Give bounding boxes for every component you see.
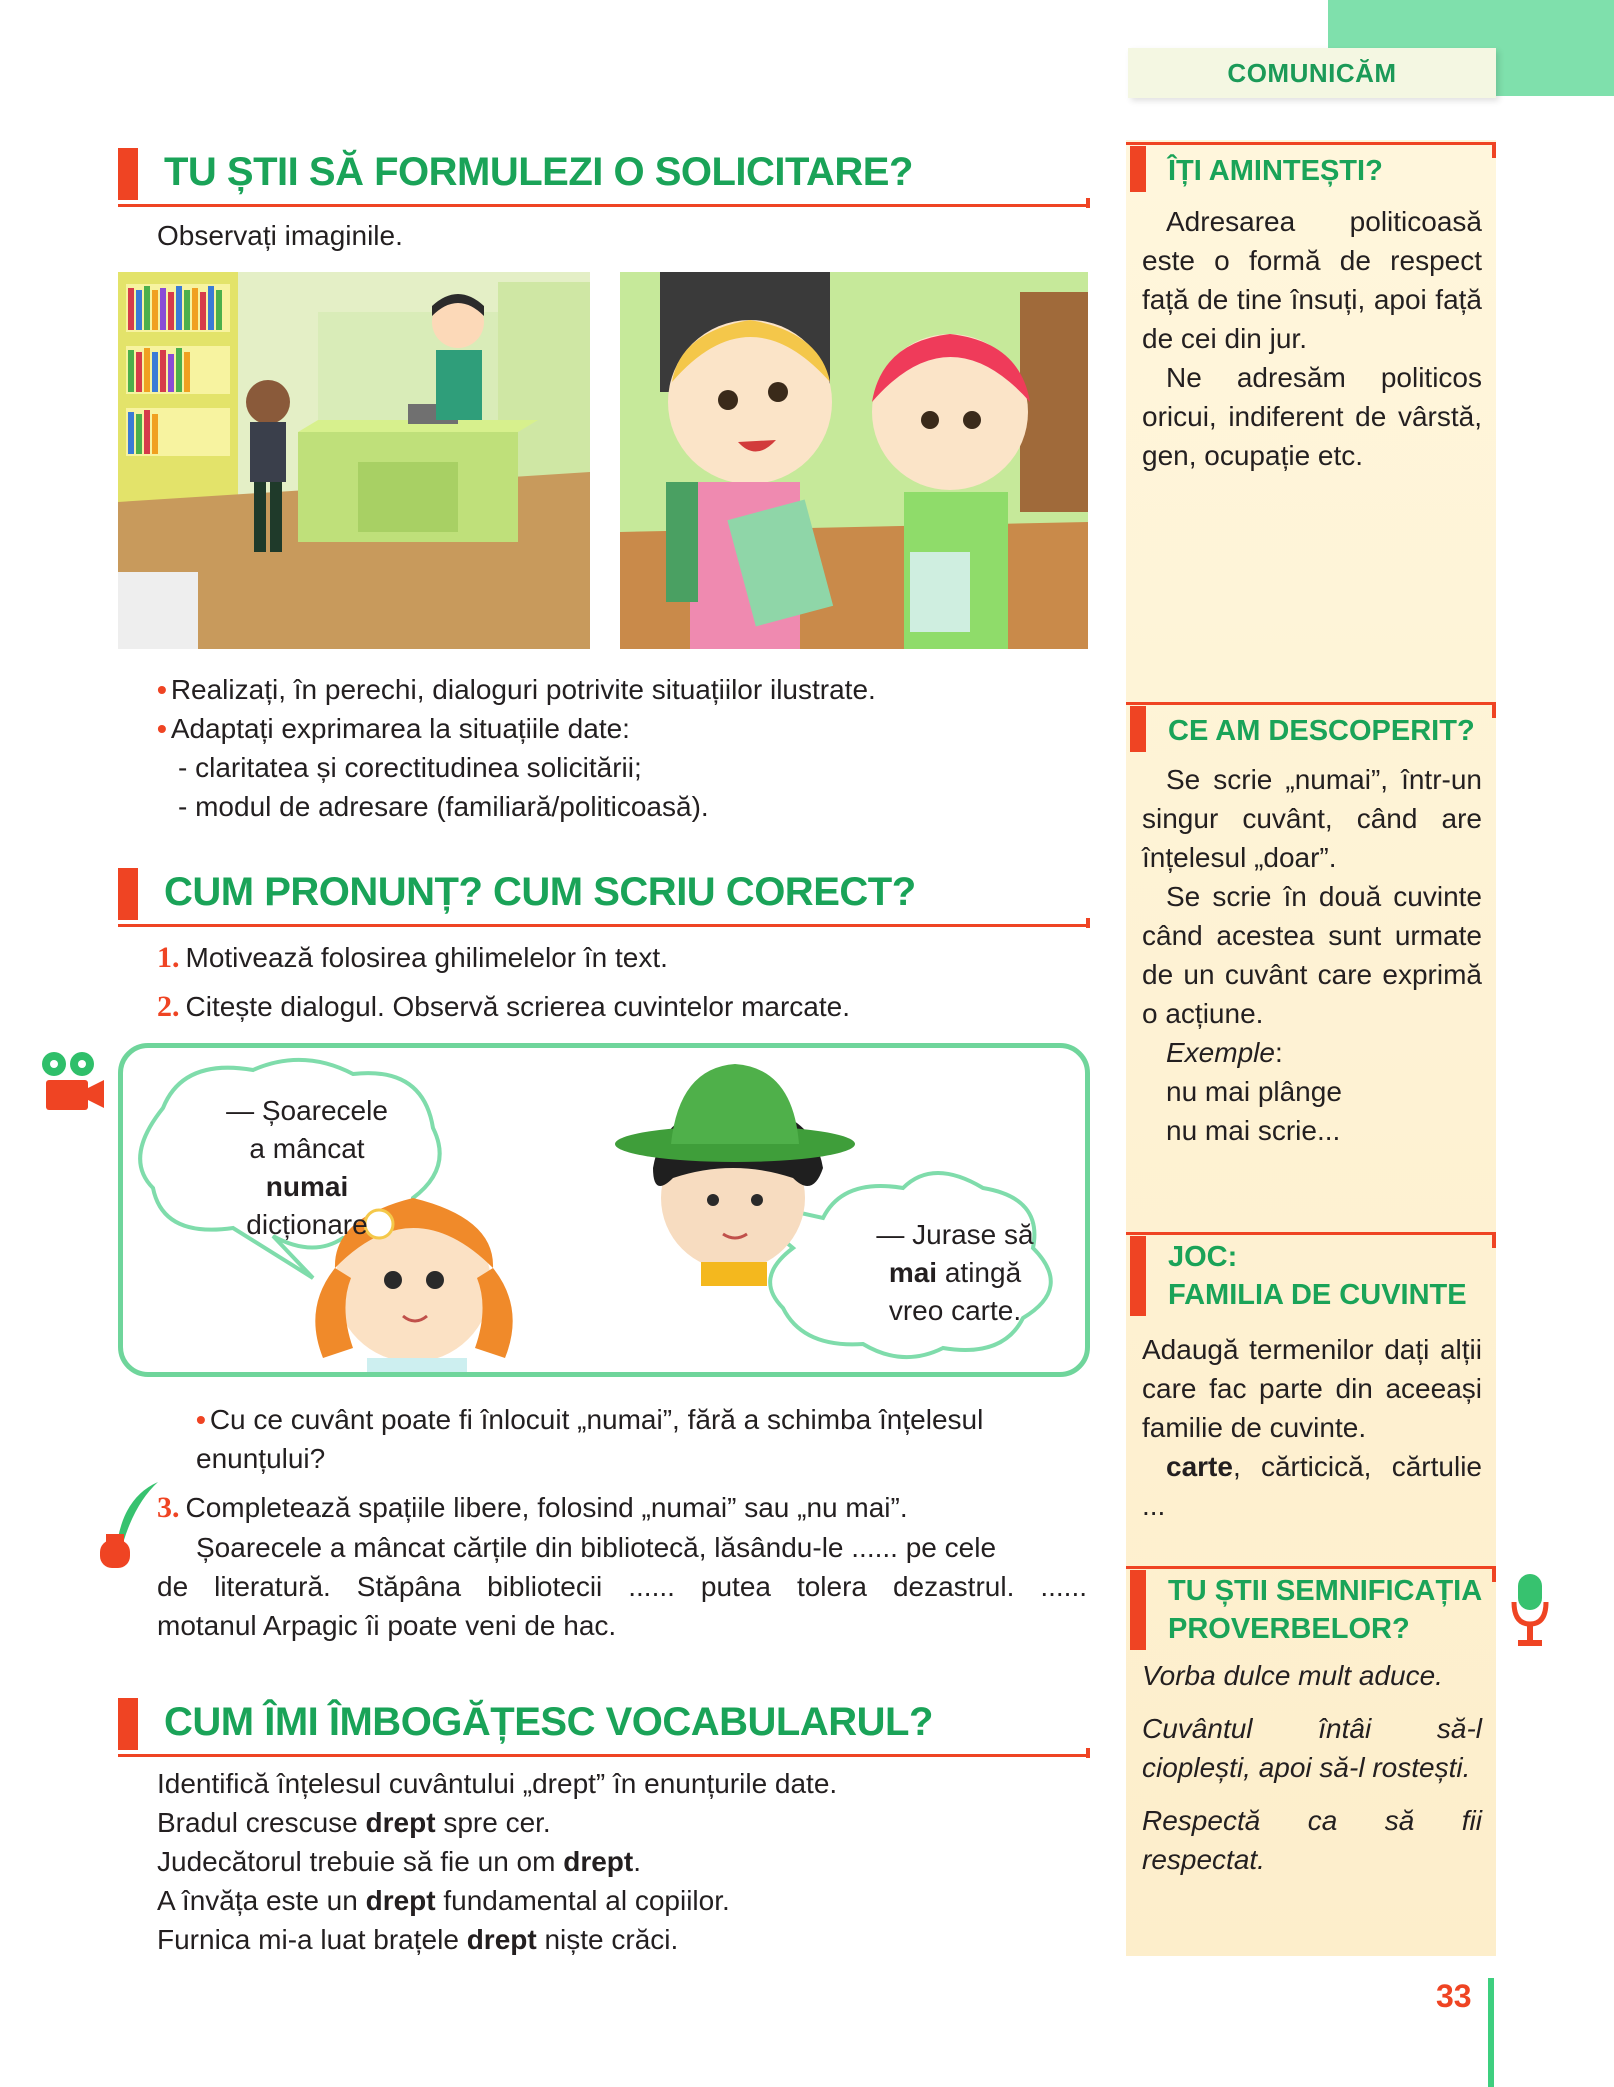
vocab-sentence-3: A învăța este un drept fundamental al copiilor. xyxy=(157,1885,730,1916)
vocab-instruction: Identifică înțelesul cuvântului „drept” în enunțurile date. xyxy=(157,1768,838,1799)
sidebar-text-descoperit: Se scrie „numai”, într-un singur cuvânt, când are înțelesul „doar”. Se scrie în două cuvinte când acestea sunt urmate de un cuvânt care exprimă o acțiune. Exemple: nu mai plânge nu mai scrie... xyxy=(1142,764,1482,1146)
detail-adresare: - modul de adresare (familiară/politicoasă). xyxy=(178,791,709,822)
fill-line-2: de literatură. Stăpâna bibliotecii ...... putea tolera dezastrul. ...... xyxy=(157,1571,1087,1602)
heading-underline xyxy=(118,1754,1090,1757)
heading-bar xyxy=(118,148,138,200)
bookshop-illustration xyxy=(118,272,590,649)
section-tag: COMUNICĂM xyxy=(1128,48,1496,98)
sidebar-heading-joc: JOC: FAMILIA DE CUVINTE xyxy=(1126,1232,1496,1312)
heading-bar xyxy=(118,1698,138,1750)
fill-line-1: Șoarecele a mâncat cărțile din bibliotecă, lăsându-le ...... pe cele xyxy=(196,1532,997,1563)
vocab-sentence-1: Bradul crescuse drept spre cer. xyxy=(157,1807,551,1838)
question-numai-cont: enunțului? xyxy=(196,1443,326,1474)
intro-text: Observați imaginile. xyxy=(157,220,403,251)
speech-bubble-left: — Șoarecele a mâncat numai dicționare xyxy=(226,1095,388,1240)
heading-bar xyxy=(118,868,138,920)
heading-title: TU ȘTII SĂ FORMULEZI O SOLICITARE? xyxy=(164,150,913,194)
sidebar-heading-amintesti: ÎȚI AMINTEȘTI? xyxy=(1126,142,1496,198)
page-number: 33 xyxy=(1436,1978,1472,2014)
exercise-2: 2. Citește dialogul. Observă scrierea cuvintelor marcate. xyxy=(157,990,851,1023)
exercise-3: 3. Completează spațiile libere, folosind „numai” sau „nu mai”. xyxy=(157,1491,908,1524)
section-heading-solicitare xyxy=(118,140,1090,212)
sidebar-heading-proverbe: TU ȘTII SEMNIFICAȚIA PROVERBELOR? xyxy=(1126,1566,1496,1646)
quill-ink-icon xyxy=(96,1480,162,1572)
girls-illustration xyxy=(620,272,1088,649)
sidebar-text-joc: Adaugă termenilor dați alții care fac parte din aceeași familie de cuvinte. carte, cărticică, cărtulie ... xyxy=(1142,1334,1482,1521)
speech-bubble-right: — Jurase să mai atingă vreo carte. xyxy=(876,1219,1034,1326)
heading-underline xyxy=(118,204,1090,207)
sidebar-text-amintesti: Adresarea politicoasă este o formă de respect față de tine însuți, apoi față de cei din jur. Ne adresăm politicos oricui, indiferent de vârstă, gen, ocupație etc. xyxy=(1142,206,1482,471)
sidebar-heading-descoperit: CE AM DESCOPERIT? xyxy=(1126,702,1496,758)
fill-line-3: motanul Arpagic îi poate veni de hac. xyxy=(157,1610,617,1641)
question-numai: • Cu ce cuvânt poate fi înlocuit „numai”, fără a schimba înțelesul xyxy=(196,1404,984,1435)
exercise-1: 1. Motivează folosirea ghilimelelor în text. xyxy=(157,941,668,974)
dialog-frame xyxy=(118,1043,1090,1377)
page-number-bar xyxy=(1488,1978,1494,2087)
heading-underline xyxy=(118,924,1090,927)
heading-tick xyxy=(1086,1748,1090,1758)
vocab-sentence-2: Judecătorul trebuie să fie un om drept. xyxy=(157,1846,642,1877)
sidebar-text-proverbe: Vorba dulce mult aduce. Cuvântul întâi să-l cioplești, apoi să-l rostești. Respectă ca să fii respectat. xyxy=(1142,1660,1482,1875)
detail-claritate: - claritatea și corectitudinea solicitării; xyxy=(178,752,642,783)
section-heading-pronunt xyxy=(118,860,1090,932)
vocab-sentence-4: Furnica mi-a luat brațele drept niște crăci. xyxy=(157,1924,679,1955)
heading-title: CUM ÎMI ÎMBOGĂȚESC VOCABULARUL? xyxy=(164,1700,933,1744)
bullet-adaptati: • Adaptați exprimarea la situațiile date: xyxy=(157,713,630,744)
heading-tick xyxy=(1086,918,1090,928)
microphone-icon xyxy=(1510,1572,1550,1652)
bullet-realizati: • Realizați, în perechi, dialoguri potrivite situațiilor ilustrate. xyxy=(157,674,876,705)
section-heading-vocabular xyxy=(118,1690,1090,1762)
projector-icon xyxy=(36,1050,106,1114)
heading-title: CUM PRONUNȚ? CUM SCRIU CORECT? xyxy=(164,870,916,914)
heading-tick xyxy=(1086,198,1090,208)
